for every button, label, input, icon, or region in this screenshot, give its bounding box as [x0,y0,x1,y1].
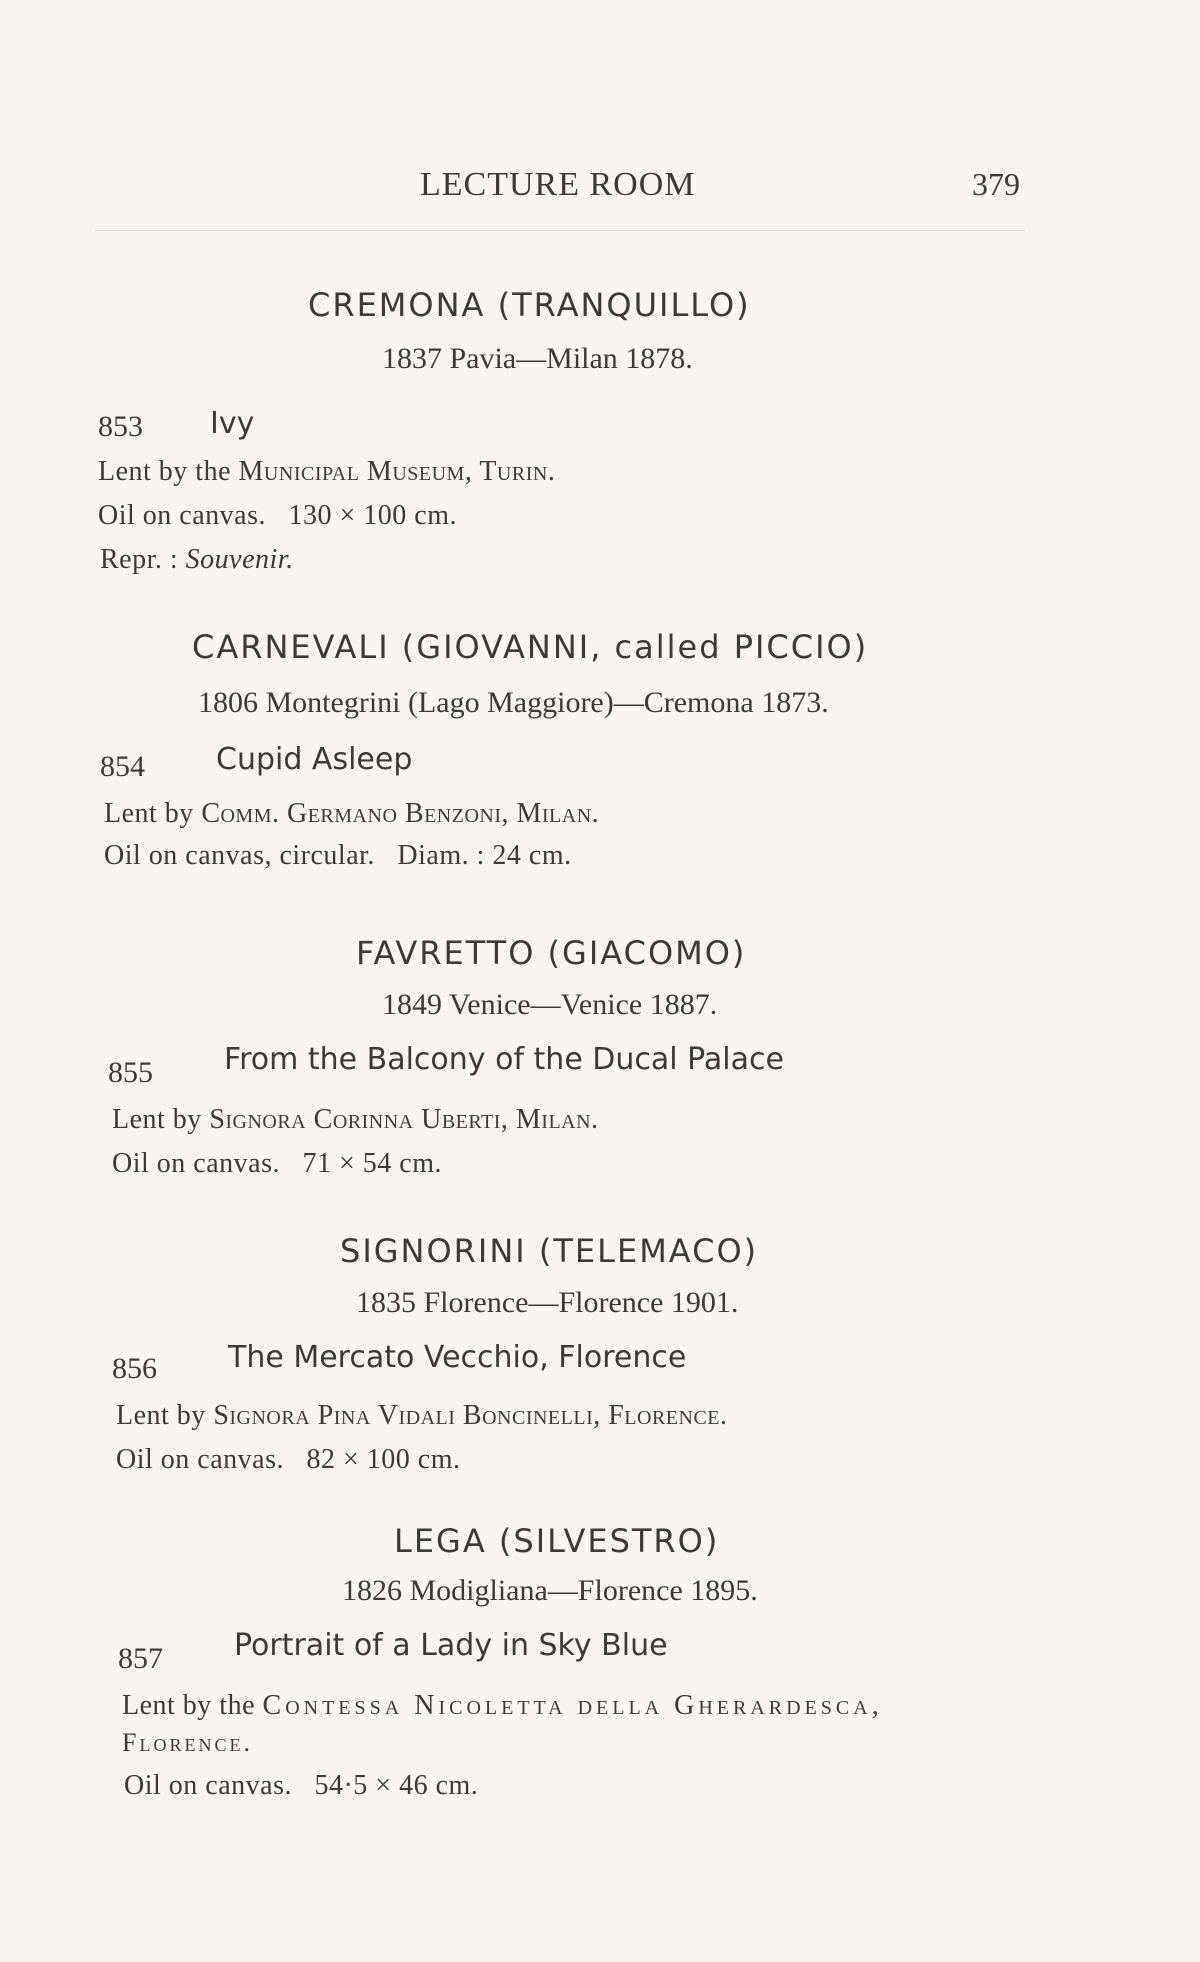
medium-line [98,500,457,532]
dimensions: 130 × 100 cm. [288,500,457,531]
artist-name: CREMONA (TRANQUILLO) [308,286,751,324]
page-number: 379 [972,166,1020,202]
work-title: From the Balcony of the Ducal Palace [224,1042,784,1077]
lender-line [104,798,599,830]
lender-continuation: Florence. [122,1728,253,1757]
medium: Oil on canvas. [116,1444,284,1475]
work-title: Cupid Asleep [216,742,413,777]
medium-line [104,840,572,872]
dimensions: Diam. : 24 cm. [397,840,572,871]
medium-line [112,1148,442,1180]
lender-name: Signora Corinna Uberti, Milan. [209,1104,599,1135]
work-title: Ivy [210,406,255,441]
lender-name: Contessa Nicoletta della Gherardesca, [262,1690,883,1721]
running-title: LECTURE ROOM [420,166,696,203]
medium-line [116,1444,460,1476]
lender-line [122,1690,883,1722]
lender-line [116,1400,728,1432]
lender-line [98,456,555,488]
lender-line [112,1104,599,1136]
header-rule [95,230,1025,231]
artist-dates: 1837 Pavia—Milan 1878. [382,342,693,375]
artist-name: FAVRETTO (GIACOMO) [356,934,747,972]
medium: Oil on canvas. [124,1770,292,1801]
catalogue-number: 857 [118,1642,163,1675]
lender-name: Comm. Germano Benzoni, Milan. [201,798,600,829]
lender-prefix: Lent by the [98,456,232,487]
artist-dates: 1826 Modigliana—Florence 1895. [342,1574,758,1607]
medium-line [124,1770,478,1802]
catalogue-number: 854 [100,750,145,783]
repr-label: Repr. : [100,544,179,575]
medium: Oil on canvas. [98,500,266,531]
repr-value: Souvenir. [185,544,294,575]
lender-prefix: Lent by the [122,1690,256,1721]
work-title: The Mercato Vecchio, Florence [228,1340,687,1375]
reproduction-line [100,544,294,576]
artist-dates: 1835 Florence—Florence 1901. [356,1286,739,1319]
medium: Oil on canvas, circular. [104,840,375,871]
medium: Oil on canvas. [112,1148,280,1179]
catalogue-number: 853 [98,410,143,443]
lender-prefix: Lent by [116,1400,206,1431]
artist-name: LEGA (SILVESTRO) [394,1522,720,1560]
artist-name: SIGNORINI (TELEMACO) [340,1232,759,1270]
artist-name: CARNEVALI (GIOVANNI, called PICCIO) [192,628,869,666]
work-title: Portrait of a Lady in Sky Blue [234,1628,668,1663]
dimensions: 54·5 × 46 cm. [314,1770,479,1801]
lender-prefix: Lent by [112,1104,202,1135]
artist-dates: 1849 Venice—Venice 1887. [382,988,718,1021]
lender-prefix: Lent by [104,798,194,829]
lender-name: Municipal Museum, Turin. [238,456,556,487]
catalogue-number: 855 [108,1056,153,1089]
catalogue-number: 856 [112,1352,157,1385]
dimensions: 82 × 100 cm. [306,1444,461,1475]
artist-dates: 1806 Montegrini (Lago Maggiore)—Cremona 1873. [198,686,829,719]
dimensions: 71 × 54 cm. [302,1148,442,1179]
lender-name: Signora Pina Vidali Boncinelli, Florence. [213,1400,728,1431]
